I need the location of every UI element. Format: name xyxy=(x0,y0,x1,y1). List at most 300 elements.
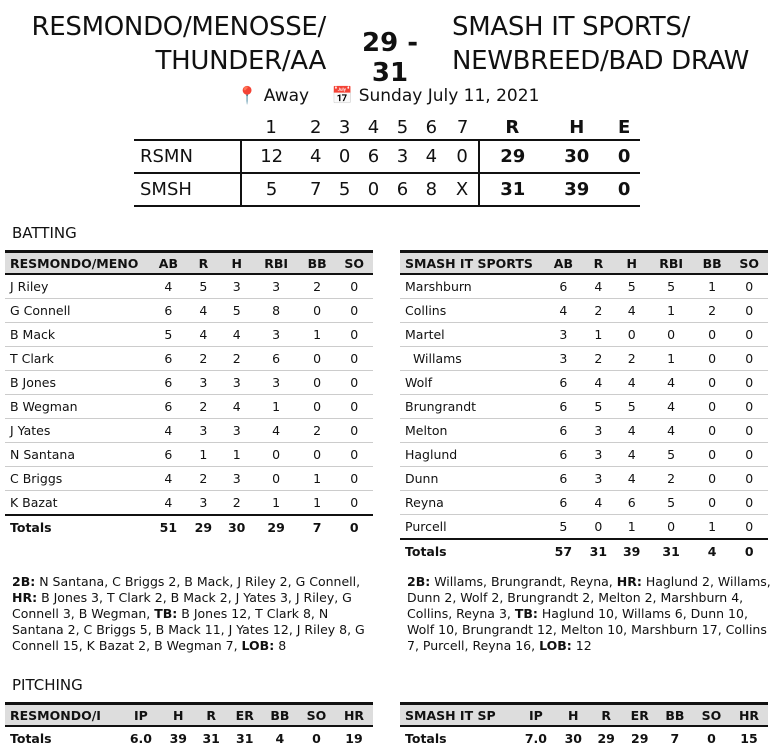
stat-cell: 3 xyxy=(253,274,299,299)
table-header xyxy=(5,252,373,275)
away-pitching-table xyxy=(400,702,768,750)
total-cell: 51 xyxy=(150,515,187,539)
stat-cell: 6 xyxy=(545,443,582,467)
total-cell: 6.0 xyxy=(120,726,162,750)
stat-cell: 0 xyxy=(648,323,694,347)
line-score-row xyxy=(134,140,640,173)
stat-cell: 6 xyxy=(545,371,582,395)
total-cell: 7.0 xyxy=(515,726,557,750)
column-header: 2 xyxy=(310,116,322,138)
stat-cell: 0 xyxy=(299,443,335,467)
note-label: TB: xyxy=(154,606,178,621)
stat-cell: 5 xyxy=(220,299,253,323)
player-name: B Mack xyxy=(5,323,150,347)
column-header: 4 xyxy=(367,116,380,138)
column-header: HR xyxy=(335,704,373,727)
stat-cell: 0 xyxy=(730,443,768,467)
note-label: LOB: xyxy=(241,638,275,653)
stat-cell: 0 xyxy=(335,323,373,347)
note-text: B Jones 3, T Clark 2, B Mack 2, J Yates 3, J Riley, G Connell 3, B Wegman, xyxy=(12,590,352,621)
stat-cell: 6 xyxy=(150,443,187,467)
player-name: Melton xyxy=(400,419,545,443)
stat-cell: 0 xyxy=(335,347,373,371)
column-header: H xyxy=(615,252,648,275)
calendar-icon: 📅 xyxy=(331,86,353,106)
column-header: RBI xyxy=(648,252,694,275)
stat-cell: 3 xyxy=(187,419,220,443)
totals-row xyxy=(400,726,768,750)
line-score-header xyxy=(134,115,640,140)
stat-cell: 3 xyxy=(187,491,220,516)
stat-cell: 0 xyxy=(299,395,335,419)
stat-cell: 0 xyxy=(335,491,373,516)
player-row xyxy=(400,274,768,299)
column-header: R xyxy=(582,252,615,275)
stat-cell: 1 xyxy=(299,467,335,491)
column-header: E xyxy=(618,116,631,138)
player-row xyxy=(400,371,768,395)
stat-cell: 0 xyxy=(299,371,335,395)
stat-cell: 0 xyxy=(694,443,730,467)
player-row xyxy=(400,467,768,491)
player-name: Marshburn xyxy=(400,274,545,299)
stat-cell: 0 xyxy=(253,467,299,491)
player-row xyxy=(400,419,768,443)
stat-cell: 5 xyxy=(582,395,615,419)
score-cell: 0 xyxy=(330,140,359,173)
stat-cell: 1 xyxy=(187,443,220,467)
stat-cell: 2 xyxy=(694,299,730,323)
stat-cell: 4 xyxy=(220,395,253,419)
stat-cell: 6 xyxy=(545,491,582,515)
stat-cell: 6 xyxy=(545,419,582,443)
player-row xyxy=(400,515,768,540)
total-cell: 0 xyxy=(335,515,373,539)
score-cell: 31 xyxy=(479,173,545,206)
stat-cell: 6 xyxy=(150,347,187,371)
column-header: BB xyxy=(299,252,335,275)
stat-cell: 0 xyxy=(730,299,768,323)
stat-cell: 5 xyxy=(187,274,220,299)
column-header: R xyxy=(590,704,623,727)
stat-cell: 2 xyxy=(615,347,648,371)
column-header: ER xyxy=(623,704,657,727)
stat-cell: 2 xyxy=(187,347,220,371)
player-row xyxy=(5,299,373,323)
player-row xyxy=(5,443,373,467)
stat-cell: 0 xyxy=(335,443,373,467)
stat-cell: 0 xyxy=(299,347,335,371)
score-cell: 29 xyxy=(479,140,545,173)
stat-cell: 3 xyxy=(582,467,615,491)
score-cell: 0 xyxy=(359,173,388,206)
player-row xyxy=(5,491,373,516)
total-cell: 29 xyxy=(590,726,623,750)
total-cell: 31 xyxy=(195,726,228,750)
player-row xyxy=(5,395,373,419)
total-cell: 0 xyxy=(730,539,768,563)
stat-cell: 3 xyxy=(582,419,615,443)
column-header: H xyxy=(569,116,585,138)
note-label: 2B: xyxy=(12,574,36,589)
stat-cell: 0 xyxy=(694,419,730,443)
home-pitching-table xyxy=(5,702,373,750)
note-label: LOB: xyxy=(539,638,572,653)
stat-cell: 2 xyxy=(187,395,220,419)
total-cell: 30 xyxy=(220,515,253,539)
stat-cell: 3 xyxy=(253,371,299,395)
stat-cell: 2 xyxy=(299,274,335,299)
total-cell: 29 xyxy=(623,726,657,750)
stat-cell: 3 xyxy=(253,323,299,347)
column-header: HR xyxy=(730,704,768,727)
stat-cell: 6 xyxy=(253,347,299,371)
score-cell: 30 xyxy=(545,140,608,173)
total-cell: 39 xyxy=(615,539,648,563)
stat-cell: 4 xyxy=(582,274,615,299)
column-header xyxy=(134,115,241,140)
total-cell: Totals xyxy=(400,726,515,750)
column-header: SO xyxy=(693,704,730,727)
stat-cell: 3 xyxy=(220,371,253,395)
stat-cell: 0 xyxy=(335,419,373,443)
score-cell: 4 xyxy=(417,140,446,173)
stat-cell: 4 xyxy=(150,467,187,491)
score-cell: 8 xyxy=(417,173,446,206)
note-label: HR: xyxy=(616,574,642,589)
total-cell: 31 xyxy=(228,726,262,750)
score-cell: 0 xyxy=(608,140,640,173)
game-info xyxy=(0,86,776,106)
line-score-table xyxy=(134,115,640,207)
column-header: SO xyxy=(298,704,335,727)
column-header: SMASH IT SP xyxy=(400,704,515,727)
stat-cell: 0 xyxy=(694,347,730,371)
note-text: 8 xyxy=(274,638,287,653)
note-label: 2B: xyxy=(407,574,431,589)
stat-cell: 1 xyxy=(299,323,335,347)
stat-cell: 4 xyxy=(615,371,648,395)
player-name: B Jones xyxy=(5,371,150,395)
stat-cell: 8 xyxy=(253,299,299,323)
stat-cell: 1 xyxy=(582,323,615,347)
stat-cell: 6 xyxy=(150,371,187,395)
column-header: RBI xyxy=(253,252,299,275)
stat-cell: 4 xyxy=(615,419,648,443)
home-batting-notes xyxy=(12,574,377,654)
total-cell: 39 xyxy=(162,726,195,750)
stat-cell: 3 xyxy=(220,419,253,443)
player-row xyxy=(5,347,373,371)
column-header: 5 xyxy=(396,116,409,138)
stat-cell: 6 xyxy=(615,491,648,515)
stat-cell: 0 xyxy=(730,323,768,347)
game-header xyxy=(0,8,776,88)
stat-cell: 0 xyxy=(253,443,299,467)
stat-cell: 4 xyxy=(615,299,648,323)
column-header: RESMONDO/MENO xyxy=(5,252,150,275)
stat-cell: 1 xyxy=(694,515,730,540)
player-row xyxy=(400,299,768,323)
stat-cell: 0 xyxy=(582,515,615,540)
total-cell: 7 xyxy=(299,515,335,539)
score-cell: 7 xyxy=(301,173,330,206)
stat-cell: 4 xyxy=(150,419,187,443)
total-cell: 30 xyxy=(557,726,590,750)
team-abbr: RSMN xyxy=(134,140,241,173)
total-cell: 29 xyxy=(253,515,299,539)
stat-cell: 3 xyxy=(582,443,615,467)
player-row xyxy=(5,323,373,347)
stat-cell: 0 xyxy=(335,299,373,323)
player-name: N Santana xyxy=(5,443,150,467)
stat-cell: 4 xyxy=(615,443,648,467)
player-row xyxy=(400,491,768,515)
stat-cell: 4 xyxy=(253,419,299,443)
total-cell: 4 xyxy=(694,539,730,563)
column-header: H xyxy=(557,704,590,727)
total-cell: 19 xyxy=(335,726,373,750)
stat-cell: 2 xyxy=(187,467,220,491)
column-header: BB xyxy=(262,704,298,727)
player-row xyxy=(400,323,768,347)
line-score-row xyxy=(134,173,640,206)
total-cell: 31 xyxy=(648,539,694,563)
stat-cell: 4 xyxy=(648,395,694,419)
stat-cell: 0 xyxy=(694,323,730,347)
stat-cell: 0 xyxy=(730,371,768,395)
stat-cell: 6 xyxy=(545,395,582,419)
column-header: SO xyxy=(335,252,373,275)
score-cell: 5 xyxy=(241,173,301,206)
game-location: Away xyxy=(263,86,310,106)
column-header: R xyxy=(195,704,228,727)
stat-cell: 0 xyxy=(335,467,373,491)
stat-cell: 1 xyxy=(253,491,299,516)
away-team-name: SMASH IT SPORTS/ NEWBREED/BAD DRAW xyxy=(452,12,750,76)
stat-cell: 2 xyxy=(299,419,335,443)
stat-cell: 5 xyxy=(648,491,694,515)
note-text: B Jones 12, T Clark 8, N Santana 2, C Briggs 5, B Mack 11, J Yates 12, J Riley 8, G Connell 15, K Bazat 2, B Wegman 7, xyxy=(12,606,365,653)
total-cell: 7 xyxy=(657,726,693,750)
column-header: 3 xyxy=(338,116,351,138)
stat-cell: 0 xyxy=(730,395,768,419)
note-text: 12 xyxy=(571,638,592,653)
stat-cell: 3 xyxy=(220,274,253,299)
player-name: G Connell xyxy=(5,299,150,323)
column-header: R xyxy=(505,116,520,138)
away-batting-table xyxy=(400,250,768,563)
player-row xyxy=(5,274,373,299)
score-cell: 39 xyxy=(545,173,608,206)
stat-cell: 4 xyxy=(545,299,582,323)
stat-cell: 2 xyxy=(582,299,615,323)
stat-cell: 5 xyxy=(648,274,694,299)
player-name: T Clark xyxy=(5,347,150,371)
stat-cell: 5 xyxy=(150,323,187,347)
final-score: 29 - 31 xyxy=(361,28,419,88)
total-cell: 15 xyxy=(730,726,768,750)
column-header: 6 xyxy=(425,116,438,138)
column-header: 7 xyxy=(456,116,469,138)
table-header xyxy=(5,704,373,727)
stat-cell: 1 xyxy=(648,299,694,323)
score-cell: 4 xyxy=(301,140,330,173)
stat-cell: 5 xyxy=(615,395,648,419)
stat-cell: 2 xyxy=(220,347,253,371)
total-cell: Totals xyxy=(400,539,545,563)
player-name: Wolf xyxy=(400,371,545,395)
column-header: IP xyxy=(515,704,557,727)
player-name: Haglund xyxy=(400,443,545,467)
table-header xyxy=(400,704,768,727)
stat-cell: 1 xyxy=(220,443,253,467)
score-cell: 3 xyxy=(388,140,417,173)
note-text: Haglund 10, Willams 6, Dunn 10, Wolf 10, Brungrandt 12, Melton 10, Marshburn 17, Collins 7, Purcell, Reyna 16, xyxy=(407,606,767,653)
player-name: J Riley xyxy=(5,274,150,299)
stat-cell: 4 xyxy=(150,491,187,516)
column-header: H xyxy=(162,704,195,727)
player-row xyxy=(5,371,373,395)
score-cell: 0 xyxy=(608,173,640,206)
stat-cell: 5 xyxy=(545,515,582,540)
stat-cell: 1 xyxy=(299,491,335,516)
player-name: K Bazat xyxy=(5,491,150,516)
column-header: SMASH IT SPORTS xyxy=(400,252,545,275)
stat-cell: 3 xyxy=(187,371,220,395)
column-header: BB xyxy=(657,704,693,727)
team-abbr: SMSH xyxy=(134,173,241,206)
stat-cell: 0 xyxy=(615,323,648,347)
stat-cell: 0 xyxy=(730,419,768,443)
column-header: AB xyxy=(150,252,187,275)
stat-cell: 3 xyxy=(545,323,582,347)
column-header: ER xyxy=(228,704,262,727)
player-name: C Briggs xyxy=(5,467,150,491)
stat-cell: 5 xyxy=(615,274,648,299)
home-team-name: RESMONDO/MENOSSE/ THUNDER/AA xyxy=(31,12,326,76)
stat-cell: 4 xyxy=(187,299,220,323)
total-cell: 57 xyxy=(545,539,582,563)
game-date: Sunday July 11, 2021 xyxy=(358,86,540,106)
player-row xyxy=(400,347,768,371)
stat-cell: 6 xyxy=(150,299,187,323)
score-cell: 12 xyxy=(241,140,301,173)
batting-title: BATTING xyxy=(12,224,77,242)
away-batting-notes xyxy=(407,574,772,654)
note-label: HR: xyxy=(12,590,38,605)
stat-cell: 0 xyxy=(730,274,768,299)
stat-cell: 6 xyxy=(545,467,582,491)
stat-cell: 0 xyxy=(730,491,768,515)
stat-cell: 1 xyxy=(694,274,730,299)
column-header: SO xyxy=(730,252,768,275)
column-header: IP xyxy=(120,704,162,727)
column-header: AB xyxy=(545,252,582,275)
player-name: Purcell xyxy=(400,515,545,540)
stat-cell: 3 xyxy=(220,467,253,491)
player-name: Martel xyxy=(400,323,545,347)
stat-cell: 0 xyxy=(730,347,768,371)
player-name: Collins xyxy=(400,299,545,323)
player-name: B Wegman xyxy=(5,395,150,419)
home-batting-table xyxy=(5,250,373,539)
player-name: Reyna xyxy=(400,491,545,515)
total-cell: 4 xyxy=(262,726,298,750)
score-cell: 0 xyxy=(446,140,480,173)
stat-cell: 4 xyxy=(187,323,220,347)
stat-cell: 6 xyxy=(545,274,582,299)
score-cell: 6 xyxy=(388,173,417,206)
stat-cell: 0 xyxy=(648,515,694,540)
total-cell: 0 xyxy=(693,726,730,750)
player-row xyxy=(5,467,373,491)
score-cell: 5 xyxy=(330,173,359,206)
stat-cell: 4 xyxy=(648,419,694,443)
player-name: J Yates xyxy=(5,419,150,443)
stat-cell: 1 xyxy=(615,515,648,540)
totals-row xyxy=(5,515,373,539)
stat-cell: 0 xyxy=(730,515,768,540)
score-cell: 6 xyxy=(359,140,388,173)
total-cell: Totals xyxy=(5,515,150,539)
score-cell: X xyxy=(446,173,480,206)
player-name: Dunn xyxy=(400,467,545,491)
stat-cell: 1 xyxy=(253,395,299,419)
stat-cell: 0 xyxy=(694,491,730,515)
stat-cell: 0 xyxy=(694,371,730,395)
stat-cell: 4 xyxy=(582,371,615,395)
total-cell: 29 xyxy=(187,515,220,539)
pitching-title: PITCHING xyxy=(12,676,83,694)
totals-row xyxy=(5,726,373,750)
table-header xyxy=(400,252,768,275)
stat-cell: 2 xyxy=(648,467,694,491)
stat-cell: 4 xyxy=(150,274,187,299)
note-text: Haglund 2, Willams, Dunn 2, Wolf 2, Brungrandt 2, Melton 2, Marshburn 4, Collins, Reyna 3, xyxy=(407,574,771,621)
stat-cell: 4 xyxy=(220,323,253,347)
stat-cell: 3 xyxy=(545,347,582,371)
player-row xyxy=(400,395,768,419)
stat-cell: 0 xyxy=(335,371,373,395)
player-row xyxy=(400,443,768,467)
stat-cell: 5 xyxy=(648,443,694,467)
stat-cell: 0 xyxy=(335,274,373,299)
stat-cell: 4 xyxy=(615,467,648,491)
stat-cell: 0 xyxy=(299,299,335,323)
map-pin-icon: 📍 xyxy=(236,86,258,106)
stat-cell: 0 xyxy=(730,467,768,491)
column-header: 1 xyxy=(265,116,277,138)
stat-cell: 0 xyxy=(694,395,730,419)
note-label: TB: xyxy=(514,606,538,621)
stat-cell: 0 xyxy=(335,395,373,419)
stat-cell: 2 xyxy=(582,347,615,371)
total-cell: 31 xyxy=(582,539,615,563)
total-cell: 0 xyxy=(298,726,335,750)
stat-cell: 6 xyxy=(150,395,187,419)
player-row xyxy=(5,419,373,443)
column-header: R xyxy=(187,252,220,275)
stat-cell: 1 xyxy=(648,347,694,371)
stat-cell: 4 xyxy=(582,491,615,515)
stat-cell: 2 xyxy=(220,491,253,516)
totals-row xyxy=(400,539,768,563)
note-text: N Santana, C Briggs 2, B Mack, J Riley 2, G Connell, xyxy=(35,574,361,589)
player-name: Brungrandt xyxy=(400,395,545,419)
player-name: Willams xyxy=(400,347,545,371)
stat-cell: 4 xyxy=(648,371,694,395)
